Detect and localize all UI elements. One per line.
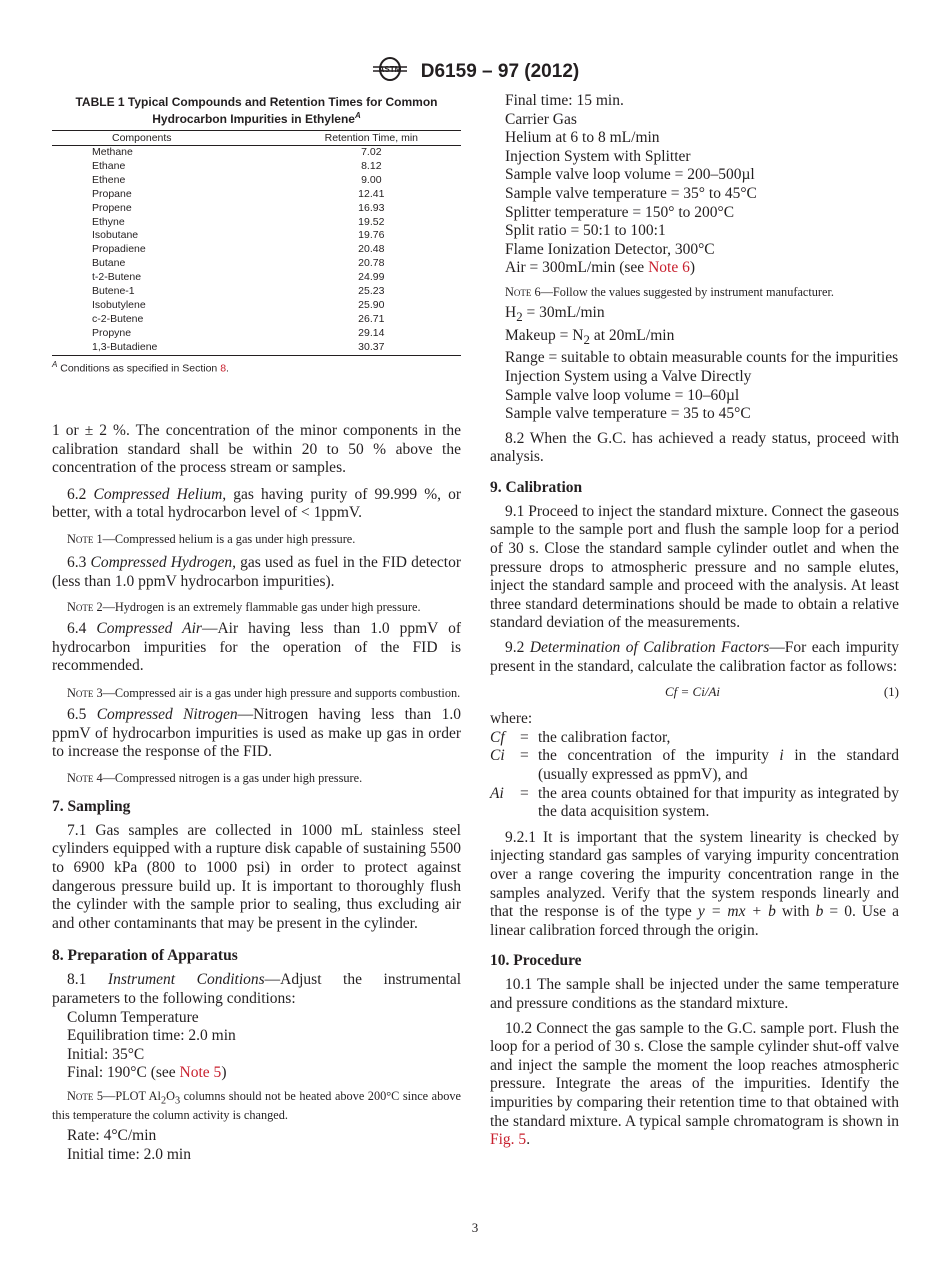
- paragraph-8-2: 8.2 When the G.C. has achieved a ready status, proceed with analysis.: [490, 429, 899, 466]
- retention-time-cell: 24.99: [358, 271, 385, 284]
- retention-time-cell: 25.23: [358, 285, 385, 298]
- condition-injection-valve: Injection System using a Valve Directly: [505, 367, 752, 385]
- table-row: [52, 160, 461, 174]
- table-row: [52, 285, 461, 299]
- component-cell: Propadiene: [92, 243, 146, 256]
- col-header-retention: Retention Time, min: [282, 131, 461, 146]
- condition-air: Air = 300mL/min (see Note 6): [505, 259, 695, 277]
- table-row: [52, 341, 461, 355]
- section-9-heading: 9. Calibration: [490, 478, 583, 496]
- section-7-heading: 7. Sampling: [52, 797, 131, 815]
- paragraph-6-3: 6.3 Compressed Hydrogen, gas used as fuel in the FID detector (less than 1.0 ppmV hydrocarbon impurities).: [52, 554, 462, 590]
- table-row: [52, 146, 461, 160]
- note-5-link[interactable]: Note 5: [179, 1064, 222, 1082]
- condition-range: Range = suitable to obtain measurable counts for the impurities: [505, 349, 899, 367]
- note-5: Note 5—PLOT $Al_2O_3$ columns should not be heated above 200°C since above this temperature the column activity is changed.: [52, 1088, 461, 1123]
- note-4: Note 4—Compressed nitrogen is a gas under high pressure.: [67, 770, 363, 785]
- paragraph-9-1: 9.1 Proceed to inject the standard mixture. Connect the gaseous sample to the sample port and flush the sample loop for a period of 30 s. Close the standard sample cylinder outlet and when the pressure drops to atmospheric pressure and no sample elutes, inject the standard sample and proceed with the analysis. At least three standard determinations should be made to obtain a relative standard deviation of the measurements.: [490, 502, 899, 632]
- left-column: [52, 92, 461, 1165]
- section-8-heading: 8. Preparation of Apparatus: [52, 947, 238, 965]
- condition-carrier-gas: Carrier Gas: [505, 110, 577, 128]
- paragraph-8-1: 8.1 Instrument Conditions—Adjust the instrumental parameters to the following conditions:: [52, 971, 462, 1007]
- table-row: [52, 216, 461, 230]
- paragraph-continued: 1 or ± 2 %. The concentration of the minor components in the calibration standard shall be within 20 to 50 % above the concentration of the process stream or samples.: [52, 422, 461, 477]
- condition-initial: Initial: 35°C: [67, 1045, 145, 1063]
- retention-time-cell: 29.14: [358, 326, 385, 339]
- note-1: Note 1—Compressed helium is a gas under high pressure.: [67, 532, 356, 547]
- table-caption: TABLE 1 Typical Compounds and Retention Times for Common Hydrocarbon Impurities in Ethylene$^A$: [75, 95, 438, 126]
- table-row: [52, 327, 461, 341]
- component-cell: Ethane: [92, 159, 126, 172]
- table-row: [52, 229, 461, 243]
- component-cell: Ethyne: [92, 215, 125, 228]
- definition-cf: Cf = the calibration factor,: [490, 728, 671, 746]
- component-cell: Butene-1: [92, 285, 135, 298]
- condition-injection-splitter: Injection System with Splitter: [505, 147, 691, 165]
- where-label: where:: [490, 710, 533, 728]
- table-row: [52, 271, 461, 285]
- col-header-components: Components: [52, 131, 282, 146]
- table-row: [52, 243, 461, 257]
- condition-rate: Rate: 4°C/min: [67, 1127, 157, 1145]
- condition-final-time: Final time: 15 min.: [505, 92, 624, 109]
- condition-valve-temp: Sample valve temperature = 35° to 45°C: [505, 184, 757, 202]
- definition-ai: Ai = the area counts obtained for that impurity as integrated by the data acquisition system.: [490, 784, 899, 821]
- component-cell: Isobutane: [92, 229, 139, 242]
- condition-initial-time: Initial time: 2.0 min: [67, 1145, 191, 1163]
- paragraph-6-2: 6.2 Compressed Helium, gas having purity of 99.999 %, or better, with a total hydrocarbon level of < 1ppmV.: [52, 485, 461, 522]
- note-6-link[interactable]: Note 6: [648, 259, 690, 277]
- table-row: [52, 313, 461, 327]
- paragraph-10-2: 10.2 Connect the gas sample to the G.C. sample port. Flush the loop for a period of 30 s. Close the sample cylinder shut-off valve and inject the sample the moment the loop reaches atmospheric pressure. Integrate the areas of the impurities. Identify the impurities by comparing their retention time to that obtained with the standard mixture. A typical sample chromatogram is shown in Fig. 5.: [490, 1019, 899, 1149]
- component-cell: Propyne: [92, 326, 132, 339]
- retention-time-cell: 25.90: [358, 298, 385, 311]
- component-cell: Ethene: [92, 173, 126, 186]
- equation-1: [490, 684, 899, 702]
- table-row: [52, 188, 461, 202]
- table-row: [52, 257, 461, 271]
- section-10-heading: 10. Procedure: [490, 952, 582, 970]
- table-row: [52, 174, 461, 188]
- component-cell: Butane: [92, 257, 126, 270]
- page-header: [0, 57, 950, 86]
- retention-time-cell: 7.02: [361, 146, 382, 158]
- condition-valve-temp-2: Sample valve temperature = 35 to 45°C: [505, 405, 751, 423]
- paragraph-7-1: 7.1 Gas samples are collected in 1000 mL stainless steel cylinders equipped with a rupture disk capable of sustaining 5500 to 6900 kPa (800 to 1000 psi) in order to protect against dangerous pressure build up. It is important to thoroughly flush the cylinder with the sample prior to sealing, thus excluding air and other contaminants that may be present in the cylinder.: [52, 821, 461, 932]
- table-row: [52, 299, 461, 313]
- retention-time-cell: 19.52: [358, 215, 385, 228]
- condition-loop-volume: Sample valve loop volume = 200–500µl: [505, 166, 755, 184]
- note-3: Note 3—Compressed air is a gas under high pressure and supports combustion.: [67, 686, 461, 701]
- condition-column-temperature: Column Temperature: [67, 1008, 199, 1026]
- condition-h2: $H_2 = 30mL/\min$: [505, 303, 605, 325]
- condition-equilibration: Equilibration time: 2.0 min: [67, 1027, 236, 1045]
- component-cell: Isobutylene: [92, 298, 146, 311]
- paragraph-6-4: 6.4 Compressed Air—Air having less than 1.0 ppmV of hydrocarbon impurities for the operation of the FID is recommended.: [52, 620, 461, 675]
- astm-logo-icon: [371, 57, 409, 86]
- definition-ci: Ci = the concentration of the impurity i in the standard (usually expressed as ppmV), and: [490, 747, 899, 783]
- table-footnote: $^A$ Conditions as specified in Section 8.: [52, 359, 229, 375]
- retention-time-cell: 16.93: [358, 201, 385, 214]
- retention-time-cell: 8.12: [361, 159, 382, 172]
- equation-text: Cf = Ci/Ai: [665, 684, 721, 700]
- component-cell: Propene: [92, 201, 132, 214]
- retention-time-cell: 26.71: [358, 312, 385, 325]
- equation-number: (1): [883, 684, 899, 700]
- retention-time-cell: 20.48: [358, 243, 385, 256]
- retention-time-table: [52, 130, 461, 356]
- condition-splitter-temp: Splitter temperature = 150° to 200°C: [505, 203, 735, 221]
- paragraph-9-2: 9.2 Determination of Calibration Factors—For each impurity present in the standard, calculate the calibration factor as follows:: [490, 639, 900, 675]
- retention-time-cell: 19.76: [358, 229, 385, 242]
- note-6: Note 6—Follow the values suggested by instrument manufacturer.: [505, 284, 834, 299]
- component-cell: 1,3-Butadiene: [92, 340, 158, 353]
- table-row: [52, 202, 461, 216]
- retention-time-cell: 9.00: [361, 173, 382, 186]
- condition-fid: Flame Ionization Detector, 300°C: [505, 240, 715, 258]
- standard-designation: D6159 – 97 (2012): [420, 60, 580, 82]
- condition-helium: Helium at 6 to 8 mL/min: [505, 129, 660, 147]
- right-column: [490, 92, 899, 1150]
- condition-final: Final: 190°C (see Note 5): [67, 1064, 227, 1082]
- condition-loop-volume-2: Sample valve loop volume = 10–60µl: [505, 386, 740, 404]
- definitions-list: [490, 729, 899, 822]
- component-cell: Propane: [92, 187, 132, 200]
- paragraph-9-2-1: 9.2.1 It is important that the system linearity is checked by injecting standard gas samples of varying impurity concentration over a range covering the impurity concentration range in the samples analyzed. Verify that the system responds linearly and that the response is of the type y = mx + b with b = 0. Use a linear calibration forced through the origin.: [490, 828, 899, 939]
- fig-5-link[interactable]: Fig. 5: [490, 1131, 527, 1149]
- component-cell: c-2-Butene: [92, 312, 144, 325]
- note-2: Note 2—Hydrogen is an extremely flammable gas under high pressure.: [67, 600, 421, 615]
- component-cell: t-2-Butene: [92, 271, 142, 284]
- svg-text:ASTM: ASTM: [378, 65, 402, 74]
- condition-makeup: Makeup = $N_2$ at 20mL/min: [505, 326, 675, 347]
- paragraph-10-1: 10.1 The sample shall be injected under the same temperature and pressure conditions as the standard mixture.: [490, 976, 899, 1012]
- component-cell: Methane: [92, 146, 133, 158]
- section-8-link[interactable]: 8: [220, 362, 227, 375]
- retention-time-cell: 30.37: [358, 340, 385, 353]
- paragraph-6-5: 6.5 Compressed Nitrogen—Nitrogen having less than 1.0 ppmV of hydrocarbon impurities is used as make up gas in order to increase the response of the FID.: [52, 706, 461, 761]
- page-number: 3: [471, 1220, 479, 1235]
- retention-time-cell: 20.78: [358, 257, 385, 270]
- retention-time-cell: 12.41: [358, 187, 385, 200]
- condition-split-ratio: Split ratio = 50:1 to 100:1: [505, 222, 666, 240]
